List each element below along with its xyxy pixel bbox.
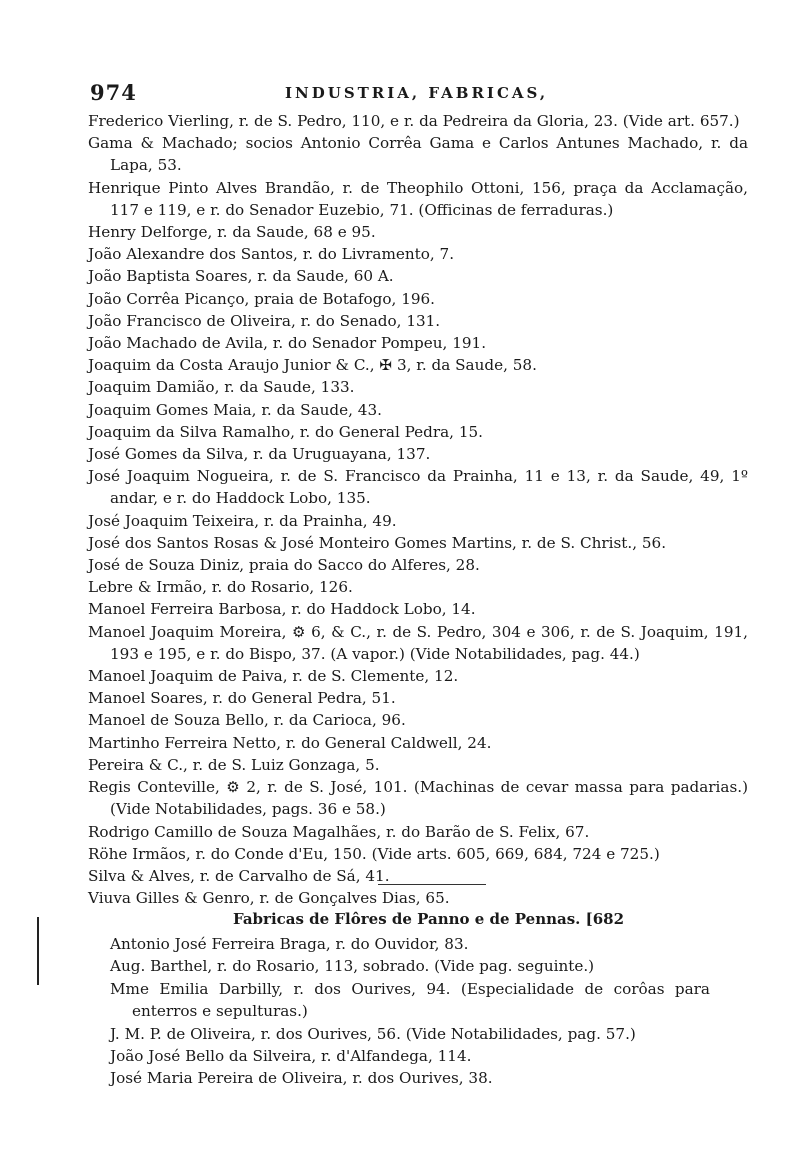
directory-entry: Manoel de Souza Bello, r. da Carioca, 96.	[88, 711, 406, 730]
section-heading: Fabricas de Flôres de Panno e de Pennas. [682	[233, 910, 625, 928]
directory-entry: José Joaquim Nogueira, r. de S. Francisco da Prainha, 11 e 13, r. da Saude, 49, 1º andar, e r. do Haddock Lobo, 135.	[88, 467, 748, 508]
directory-entry: Gama & Machado; socios Antonio Corrêa Gama e Carlos Antunes Machado, r. da Lapa, 53.	[88, 134, 748, 175]
directory-entry: João Machado de Avila, r. do Senador Pompeu, 191.	[88, 334, 487, 353]
directory-entry: João José Bello da Silveira, r. d'Alfandega, 114.	[110, 1047, 472, 1066]
directory-entry: Silva & Alves, r. de Carvalho de Sá, 41.	[88, 866, 390, 885]
directory-entry: Joaquim Gomes Maia, r. da Saude, 43.	[88, 400, 382, 419]
directory-entry: Lebre & Irmão, r. do Rosario, 126.	[88, 578, 353, 597]
running-title: INDUSTRIA, FABRICAS,	[285, 84, 549, 102]
section-entries	[110, 933, 710, 1090]
directory-entry: José Maria Pereira de Oliveira, r. dos Ourives, 38.	[110, 1069, 493, 1088]
directory-entry: Joaquim da Costa Araujo Junior & C., ✠ 3, r. da Saude, 58.	[88, 356, 537, 375]
directory-entry: Rodrigo Camillo de Souza Magalhães, r. do Barão de S. Felix, 67.	[88, 822, 590, 841]
directory-entry: Pereira & C., r. de S. Luiz Gonzaga, 5.	[88, 755, 380, 774]
directory-entry: J. M. P. de Oliveira, r. dos Ourives, 56. (Vide Notabilidades, pag. 57.)	[110, 1024, 636, 1043]
directory-entry: Manoel Joaquim de Paiva, r. de S. Clemente, 12.	[88, 667, 459, 686]
directory-entry: José Joaquim Teixeira, r. da Prainha, 49.	[88, 511, 397, 530]
directory-entry: Frederico Vierling, r. de S. Pedro, 110, e r. da Pedreira da Gloria, 23. (Vide art. 657.)	[88, 112, 740, 130]
directory-entry: Henry Delforge, r. da Saude, 68 e 95.	[88, 223, 376, 242]
directory-entry: Martinho Ferreira Netto, r. do General Caldwell, 24.	[88, 733, 492, 752]
directory-entry: Manoel Soares, r. do General Pedra, 51.	[88, 689, 396, 708]
directory-entry: Joaquim Damião, r. da Saude, 133.	[88, 378, 355, 397]
directory-entry: Viuva Gilles & Genro, r. de Gonçalves Dias, 65.	[88, 889, 450, 908]
directory-entry: Aug. Barthel, r. do Rosario, 113, sobrado. (Vide pag. seguinte.)	[110, 957, 595, 976]
directory-entry: João Corrêa Picanço, praia de Botafogo, 196.	[88, 289, 436, 308]
directory-entry: Röhe Irmãos, r. do Conde d'Eu, 150. (Vide arts. 605, 669, 684, 724 e 725.)	[88, 844, 660, 863]
directory-entry: José dos Santos Rosas & José Monteiro Gomes Martins, r. de S. Christ., 56.	[88, 533, 667, 552]
directory-entry: Henrique Pinto Alves Brandão, r. de Theophilo Ottoni, 156, praça da Acclamação, 117 e 119, e r. do Senador Euzebio, 71. (Officinas de ferraduras.)	[88, 178, 748, 219]
directory-entry: Mme Emilia Darbilly, r. dos Ourives, 94. (Especialidade de corôas para enterros e sepulturas.)	[110, 979, 710, 1021]
directory-entry: José de Souza Diniz, praia do Sacco do Alferes, 28.	[88, 556, 480, 575]
section-divider	[378, 884, 486, 885]
directory-entry: João Francisco de Oliveira, r. do Senado, 131.	[88, 311, 441, 330]
directory-entry: Antonio José Ferreira Braga, r. do Ouvidor, 83.	[110, 935, 469, 953]
directory-entry: José Gomes da Silva, r. da Uruguayana, 137.	[88, 445, 431, 464]
page-number: 974	[90, 80, 137, 105]
margin-mark	[37, 917, 39, 985]
directory-entries	[88, 110, 748, 909]
directory-entry: Regis Conteville, ⚙ 2, r. de S. José, 101. (Machinas de cevar massa para padarias.) (Vide Notabilidades, pags. 36 e 58.)	[88, 778, 748, 819]
directory-entry: Joaquim da Silva Ramalho, r. do General Pedra, 15.	[88, 422, 483, 441]
directory-entry: João Baptista Soares, r. da Saude, 60 A.	[88, 267, 394, 286]
directory-entry: João Alexandre dos Santos, r. do Livramento, 7.	[88, 245, 455, 264]
directory-entry: Manoel Joaquim Moreira, ⚙ 6, & C., r. de S. Pedro, 304 e 306, r. de S. Joaquim, 191, 193 e 195, e r. do Bispo, 37. (A vapor.) (Vide Notabilidades, pag. 44.)	[88, 622, 748, 663]
page-header	[90, 80, 730, 108]
directory-entry: Manoel Ferreira Barbosa, r. do Haddock Lobo, 14.	[88, 600, 476, 619]
